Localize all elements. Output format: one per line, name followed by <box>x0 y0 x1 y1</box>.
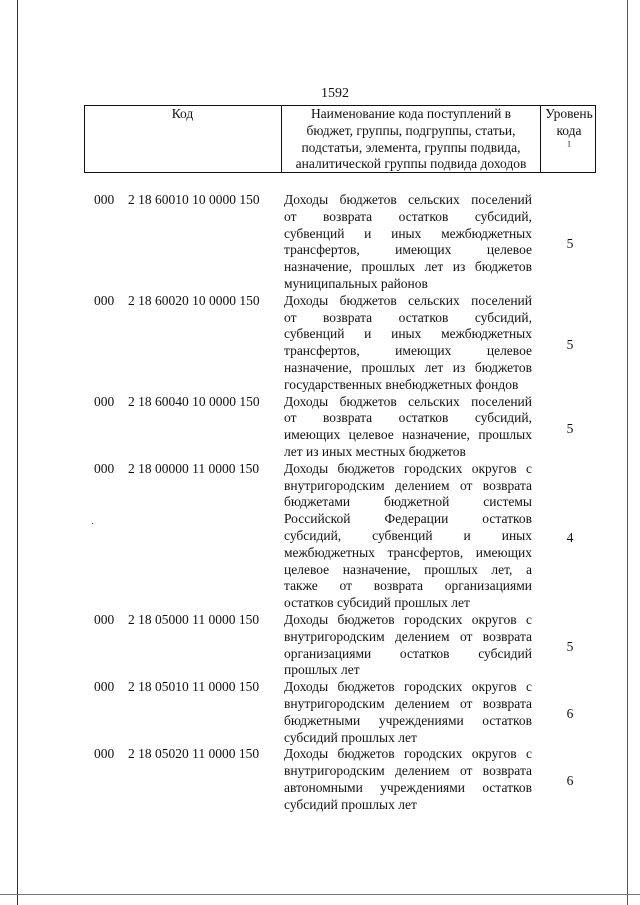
row-name-line: бюджетными учреждениями остатков <box>284 712 532 728</box>
row-name-line: субсидий прошлых лет <box>284 796 417 812</box>
header-level-line1: Уровень <box>545 106 593 121</box>
row-admin-code: 000 <box>94 611 115 627</box>
header-name-line: аналитической группы подвида доходов <box>295 156 527 172</box>
row-level: 5 <box>566 420 574 436</box>
row-name-line: также от возврата организациями <box>284 578 532 594</box>
row-name-line: лет из иных местных бюджетов <box>284 443 466 459</box>
row-income-code: 2 18 05010 11 0000 150 <box>128 679 260 695</box>
row-name-line: назначение, прошлых лет из бюджетов <box>284 259 532 275</box>
row-admin-code: 000 <box>94 460 115 476</box>
row-name-line: организациями остатков субсидий <box>284 645 532 661</box>
row-income-code: 2 18 60010 10 0000 150 <box>128 192 260 207</box>
row-name-line: от возврата остатков субсидий, <box>284 309 532 325</box>
row-name <box>284 461 532 612</box>
row-name-line: целевое назначение, прошлых лет, а <box>284 561 532 577</box>
scan-border-bottom <box>0 894 640 895</box>
row-name-line: субвенций и иных межбюджетных <box>284 225 532 241</box>
row-level: 5 <box>566 236 574 251</box>
row-name <box>284 293 532 394</box>
row-name-line: субсидий, субвенций и иных <box>284 527 532 543</box>
row-income-code: 2 18 05000 11 0000 150 <box>128 611 260 627</box>
row-name-line: муниципальных районов <box>284 275 428 291</box>
row-name-line: субсидий прошлых лет <box>284 729 417 745</box>
row-income-code: 2 18 05020 11 0000 150 <box>128 746 260 762</box>
footnote-marker: 1 <box>567 139 571 149</box>
row-level: 5 <box>566 639 574 655</box>
row-name-line: Доходы бюджетов городских округов с <box>284 679 532 695</box>
table-row <box>0 192 640 293</box>
row-income-code: 2 18 60040 10 0000 150 <box>128 393 260 409</box>
row-admin-code: 000 <box>94 746 115 762</box>
row-name-line: Российской Федерации остатков <box>284 511 532 527</box>
header-code-label: Код <box>171 106 194 121</box>
table-row <box>0 461 640 612</box>
row-name-line: назначение, прошлых лет из бюджетов <box>284 359 532 375</box>
row-name-line: от возврата остатков субсидий, <box>284 208 532 224</box>
row-name-line: Доходы бюджетов сельских поселений <box>284 393 532 409</box>
row-name-line: внутригородским делением от возврата <box>284 628 532 644</box>
table-row <box>0 679 640 746</box>
header-level-line2: кода <box>556 122 582 138</box>
row-name-line: имеющих целевое назначение, прошлых <box>284 427 532 443</box>
row-income-code: 2 18 60020 10 0000 150 <box>128 292 260 308</box>
row-name <box>284 192 532 293</box>
row-name <box>284 394 532 461</box>
row-level: 6 <box>566 773 574 789</box>
row-name-line: Доходы бюджетов городских округов с <box>284 460 532 476</box>
header-level <box>540 106 597 172</box>
row-admin-code: 000 <box>94 679 115 695</box>
table-row <box>0 746 640 813</box>
header-name-line: подстатьи, элемента, группы подвида, <box>301 139 521 155</box>
row-name-line: трансфертов, имеющих целевое <box>284 343 532 359</box>
row-admin-code: 000 <box>94 393 115 409</box>
row-name <box>284 746 532 813</box>
row-name-line: субвенций и иных межбюджетных <box>284 326 532 342</box>
row-income-code: 2 18 00000 11 0000 150 <box>128 460 260 476</box>
table-row <box>0 394 640 461</box>
row-name-line: остатков субсидий прошлых лет <box>284 595 470 611</box>
row-name-line: прошлых лет <box>284 662 360 678</box>
row-admin-code: 000 <box>94 292 115 308</box>
row-name-line: от возврата остатков субсидий, <box>284 410 532 426</box>
row-name <box>284 612 532 679</box>
row-name-line: внутригородским делением от возврата <box>284 695 532 711</box>
row-name-line: Доходы бюджетов городских округов с <box>284 611 532 627</box>
row-name-line: Доходы бюджетов сельских поселений <box>284 292 532 308</box>
row-name-line: государственных внебюджетных фондов <box>284 376 519 392</box>
header-name <box>281 106 540 172</box>
table-row <box>0 293 640 394</box>
row-admin-code: 000 <box>94 192 115 207</box>
header-name-line: бюджет, группы, подгруппы, статьи, <box>306 122 516 138</box>
row-name-line: трансфертов, имеющих целевое <box>284 242 532 258</box>
row-name-line: автономными учреждениями остатков <box>284 779 532 795</box>
header-name-line: Наименование кода поступлений в <box>310 106 512 121</box>
row-name-line: Доходы бюджетов сельских поселений <box>284 192 532 207</box>
row-name-line: внутригородским делением от возврата <box>284 763 532 779</box>
row-level: 4 <box>566 529 574 545</box>
row-level: 5 <box>566 336 574 352</box>
header-code <box>85 106 280 172</box>
row-name-line: бюджетами бюджетной системы <box>284 494 532 510</box>
row-name-line: внутригородским делением от возврата <box>284 477 532 493</box>
row-level: 6 <box>566 706 574 722</box>
table-body <box>0 192 640 813</box>
row-name-line: Доходы бюджетов городских округов с <box>284 746 532 762</box>
table-row <box>0 612 640 679</box>
header-level-line2-wrap <box>541 123 597 157</box>
row-name-line: межбюджетных трансфертов, имеющих <box>284 544 532 560</box>
page-number: 1592 <box>321 86 349 101</box>
row-name <box>284 679 532 746</box>
table-header <box>84 105 596 173</box>
